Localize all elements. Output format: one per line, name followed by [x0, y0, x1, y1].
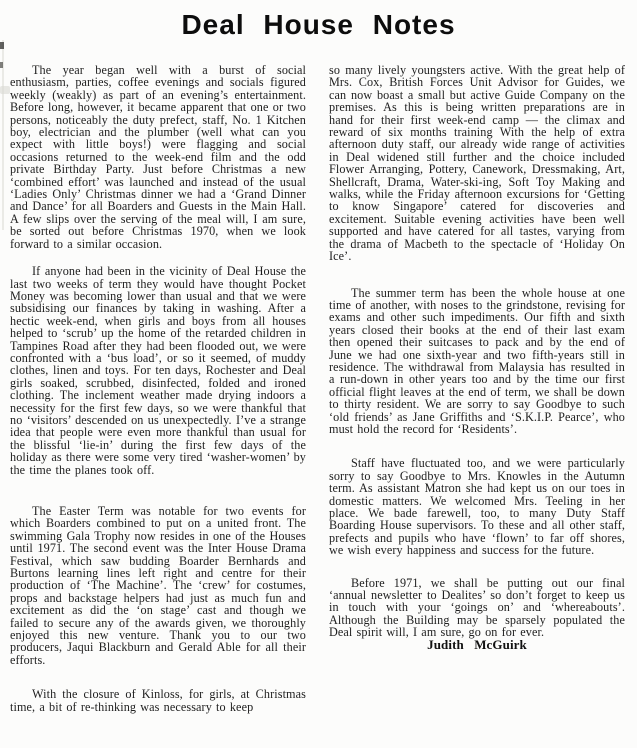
scan-edge-artifact [2, 40, 4, 230]
right-column [329, 64, 625, 713]
paragraph-pocket-money-washing: If anyone had been in the vicinity of Deal House the last two weeks of term they would have thought Pocket Money was becoming lower than usual and that we were subsidising our finances by taking in washing. After a hectic week-end, when girls and boys from all houses helped to ‘scrub’ up the home of the retarded children in Tampines Road after they had been flooded out, we were confronted with a ‘bus load’, or so it seemed, of muddy clothes, linen and toys. For ten days, Rochester and Deal girls soaked, scrubbed, disinfected, folded and ironed clothing. The inclement weather made drying indoors a necessity for the first few days, so we were thankful that no ‘visitors’ descended on us unexpectedly. I’ve a strange idea that people were even more thankful than usual for the blissful ‘lie-in’ during the first few days of the holiday as there were some very tired ‘washer-women’ by the time the planes took off. [10, 264, 306, 477]
text-columns [10, 64, 625, 713]
scan-edge-mark [0, 42, 4, 49]
paragraph-easter-term: The Easter Term was notable for two events for which Boarders combined to put on a united front. The swimming Gala Trophy now resides in one of the Houses until 1971. The second event was the Inter House Drama Festival, which saw budding Boarder Bernhards and Burtons learning lines left right and centre for their production of ‘The Machine’. The ‘crew’ for costumes, props and backstage helpers had just as much fun and excitement as did the ‘on stage’ cast and though we failed to secure any of the awards given, we thoroughly enjoyed this new venture. Thank you to our two producers, Jaqui Blackburn and Gerald Able for all their efforts. [10, 504, 306, 667]
paragraph-staff-changes: Staff have fluctuated too, and we were particularly sorry to say Goodbye to Mrs. Knowles in the Autumn term. As assistant Matron she had kept us on our toes in domestic matters. We welcomed Mrs. Teeling in her place. We bade farewell, too, to many Duty Staff Boarding House supervisors. To these and all other staff, prefects and pupils who have ‘flown’ to far off shores, we wish every happiness and success for the future. [329, 456, 625, 558]
page-title: Deal House Notes [181, 9, 456, 40]
scan-edge-mark [0, 62, 3, 68]
paragraph-social-year: The year began well with a burst of social enthusiasm, parties, coffee evenings and socials figured weekly (weakly) as part of an evening’s entertainment. Before long, however, it became apparent that one or two persons, noticeably the duty prefect, staff, No. 1 Kitchen boy, electrician and the plumber (well what can you expect with little boys!) were flagging and social occasions returned to the week-end film and the odd private Birthday Party. Just before Christmas a new ‘combined effort’ was launched and instead of the usual ‘Ladies Only’ Christmas dinner we had a ‘Grand Dinner and Dance’ for all Boarders and Guests in the Main Hall. A few slips over the serving of the meal will, I am sure, be sorted out before Christmas 1970, when we look forward to a similar occasion. [10, 63, 306, 251]
paragraph-guides-activities: so many lively youngsters active. With the great help of Mrs. Cox, British Forces Unit Advisor for Guides, we can now boast a small but active Guide Company on the premises. As this is being written preparations are in hand for their first week-end camp — the climax and reward of six months training With the help of extra afternoon duty staff, our already wide range of activities in Deal widened still further and the choice included Flower Arranging, Pottery, Canework, Dressmaking, Art, Shellcraft, Drama, Water-ski-ing, Soft Toy Making and walks, while the Friday afternoon excursions for ‘Getting to know Singapore’ catered for discoveries and excitement. Suitable evening activities have been well supported and have catered for all tastes, varying from the drama of Macbeth to the spectacle of ‘Holiday On Ice’. [329, 63, 625, 264]
scan-smudge-artifact [0, 86, 10, 94]
paragraph-summer-term: The summer term has been the whole house at one time of another, with noses to the grindstone, revising for exams and other such impediments. Our fifth and sixth years closed their books at the end of their last exam then opened their suitcases to pack and by the end of June we had one sixth-year and two fifth-years still in residence. The withdrawal from Malaysia has resulted in a run-down in other years too and by the time our first official flight leaves at the end of term, we shall be down to thirty resident. We are sorry to say Goodbye to such ‘old friends’ as Jane Griffiths and ‘S.K.I.P. Pearce’, who must hold the record for ‘Residents’. [329, 285, 625, 436]
paragraph-kinloss-closure: With the closure of Kinloss, for girls, at Christmas time, a bit of re-thinking was necessary to keep [10, 687, 306, 714]
author-signature: Judith McGuirk [427, 636, 527, 652]
left-column [10, 64, 306, 713]
paragraph-final-newsletter: Before 1971, we shall be putting out our final ‘annual newsletter to Dealites’ so don’t forget to keep us in touch with your ‘goings on’ and ‘whereabouts’. Although the Building may be sparsely populated the Deal spirit will, I am sure, go on for ever. [329, 575, 625, 640]
